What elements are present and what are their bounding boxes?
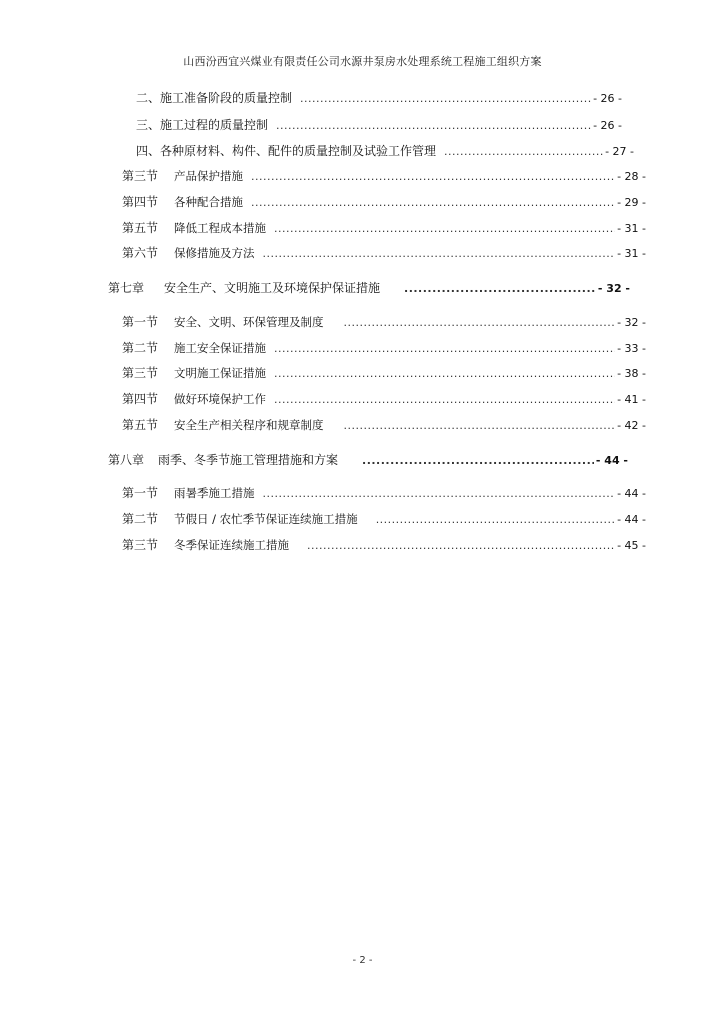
toc-leader-dots [344, 419, 616, 432]
toc-entry-number: 四、 [136, 144, 161, 158]
toc-entry-number: 第二节 [122, 341, 159, 355]
toc-entry[interactable] [122, 219, 646, 236]
toc-entry-title: 安全、文明、环保管理及制度 [174, 315, 324, 329]
toc-chapter-page: - 44 - [595, 454, 628, 467]
toc-entry-title: 安全生产相关程序和规章制度 [174, 418, 324, 432]
toc-entry-page: - 45 - [617, 539, 646, 552]
toc-leader-dots [274, 367, 615, 380]
toc-entry[interactable] [122, 484, 646, 501]
toc-entry[interactable] [122, 390, 646, 407]
toc-entry[interactable] [122, 313, 646, 330]
page-number: - 2 - [352, 955, 373, 966]
toc-entry-title: 各种配合措施 [174, 195, 243, 209]
toc-chapter-page: - 32 - [597, 282, 630, 295]
toc-entry-title: 产品保护措施 [174, 169, 243, 183]
toc-leader-dots [263, 247, 616, 260]
toc-leader-dots [274, 222, 615, 235]
toc-entry[interactable] [136, 142, 634, 159]
toc-entry[interactable] [122, 167, 646, 184]
toc-entry[interactable] [136, 89, 622, 106]
toc-entry[interactable] [122, 244, 646, 261]
toc-entry-number: 第三节 [122, 538, 159, 552]
toc-entry-page: - 31 - [617, 222, 646, 235]
toc-entry-title: 文明施工保证措施 [174, 366, 266, 380]
toc-leader-dots [300, 92, 591, 105]
toc-entry-number: 二、 [136, 91, 161, 105]
toc-entry-page: - 42 - [617, 419, 646, 432]
toc-entry-number: 第三节 [122, 366, 159, 380]
toc-entry-page: - 26 - [593, 92, 622, 105]
toc-leader-dots [307, 539, 615, 552]
toc-entry-title: 施工过程的质量控制 [160, 118, 269, 132]
toc-entry-number: 第六节 [122, 246, 159, 260]
toc-entry-title: 节假日 / 农忙季节保证连续施工措施 [174, 512, 358, 526]
toc-entry-title: 冬季保证连续施工措施 [174, 538, 289, 552]
toc-leader-dots [344, 316, 616, 329]
toc-entry-page: - 31 - [617, 247, 646, 260]
toc-entry-number: 第一节 [122, 486, 159, 500]
toc-entry-page: - 33 - [617, 342, 646, 355]
toc-entry[interactable] [122, 193, 646, 210]
toc-leader-dots [404, 282, 596, 295]
document-header: 山西汾西宜兴煤业有限责任公司水源井泵房水处理系统工程施工组织方案 [183, 55, 542, 68]
toc-chapter-entry[interactable] [108, 451, 628, 468]
toc-entry[interactable] [122, 536, 646, 553]
toc-entry-page: - 26 - [593, 119, 622, 132]
toc-leader-dots [251, 170, 615, 183]
toc-entry-title: 保修措施及方法 [174, 246, 255, 260]
toc-entry[interactable] [136, 116, 622, 133]
toc-leader-dots [251, 196, 615, 209]
toc-entry-title: 各种原材料、构件、配件的质量控制及试验工作管理 [160, 144, 437, 158]
toc-entry-number: 第四节 [122, 195, 159, 209]
toc-entry-page: - 44 - [617, 513, 646, 526]
toc-entry-number: 第二节 [122, 512, 159, 526]
toc-leader-dots [376, 513, 615, 526]
toc-entry[interactable] [122, 364, 646, 381]
toc-entry[interactable] [122, 416, 646, 433]
toc-entry-title: 做好环境保护工作 [174, 392, 266, 406]
toc-leader-dots [276, 119, 591, 132]
toc-entry-number: 第一节 [122, 315, 159, 329]
toc-chapter-title: 安全生产、文明施工及环境保护保证措施 [164, 281, 381, 295]
toc-leader-dots [362, 454, 594, 467]
toc-chapter-number: 第八章 [108, 453, 145, 467]
toc-entry-page: - 32 - [617, 316, 646, 329]
toc-entry[interactable] [122, 510, 646, 527]
toc-entry-page: - 41 - [617, 393, 646, 406]
toc-entry-page: - 28 - [617, 170, 646, 183]
toc-entry-title: 雨暑季施工措施 [174, 486, 255, 500]
toc-chapter-number: 第七章 [108, 281, 145, 295]
toc-entry-page: - 38 - [617, 367, 646, 380]
toc-leader-dots [274, 342, 615, 355]
toc-entry-number: 第四节 [122, 392, 159, 406]
toc-entry-number: 第五节 [122, 221, 159, 235]
toc-entry-title: 降低工程成本措施 [174, 221, 266, 235]
toc-entry-page: - 29 - [617, 196, 646, 209]
toc-leader-dots [274, 393, 615, 406]
toc-entry-title: 施工准备阶段的质量控制 [160, 91, 293, 105]
toc-entry-page: - 44 - [617, 487, 646, 500]
toc-chapter-title: 雨季、冬季节施工管理措施和方案 [158, 453, 339, 467]
toc-chapter-entry[interactable] [108, 279, 630, 296]
toc-leader-dots [444, 145, 603, 158]
toc-entry[interactable] [122, 339, 646, 356]
toc-leader-dots [263, 487, 616, 500]
toc-entry-number: 三、 [136, 118, 161, 132]
toc-entry-page: - 27 - [605, 145, 634, 158]
toc-entry-title: 施工安全保证措施 [174, 341, 266, 355]
toc-entry-number: 第三节 [122, 169, 159, 183]
toc-entry-number: 第五节 [122, 418, 159, 432]
